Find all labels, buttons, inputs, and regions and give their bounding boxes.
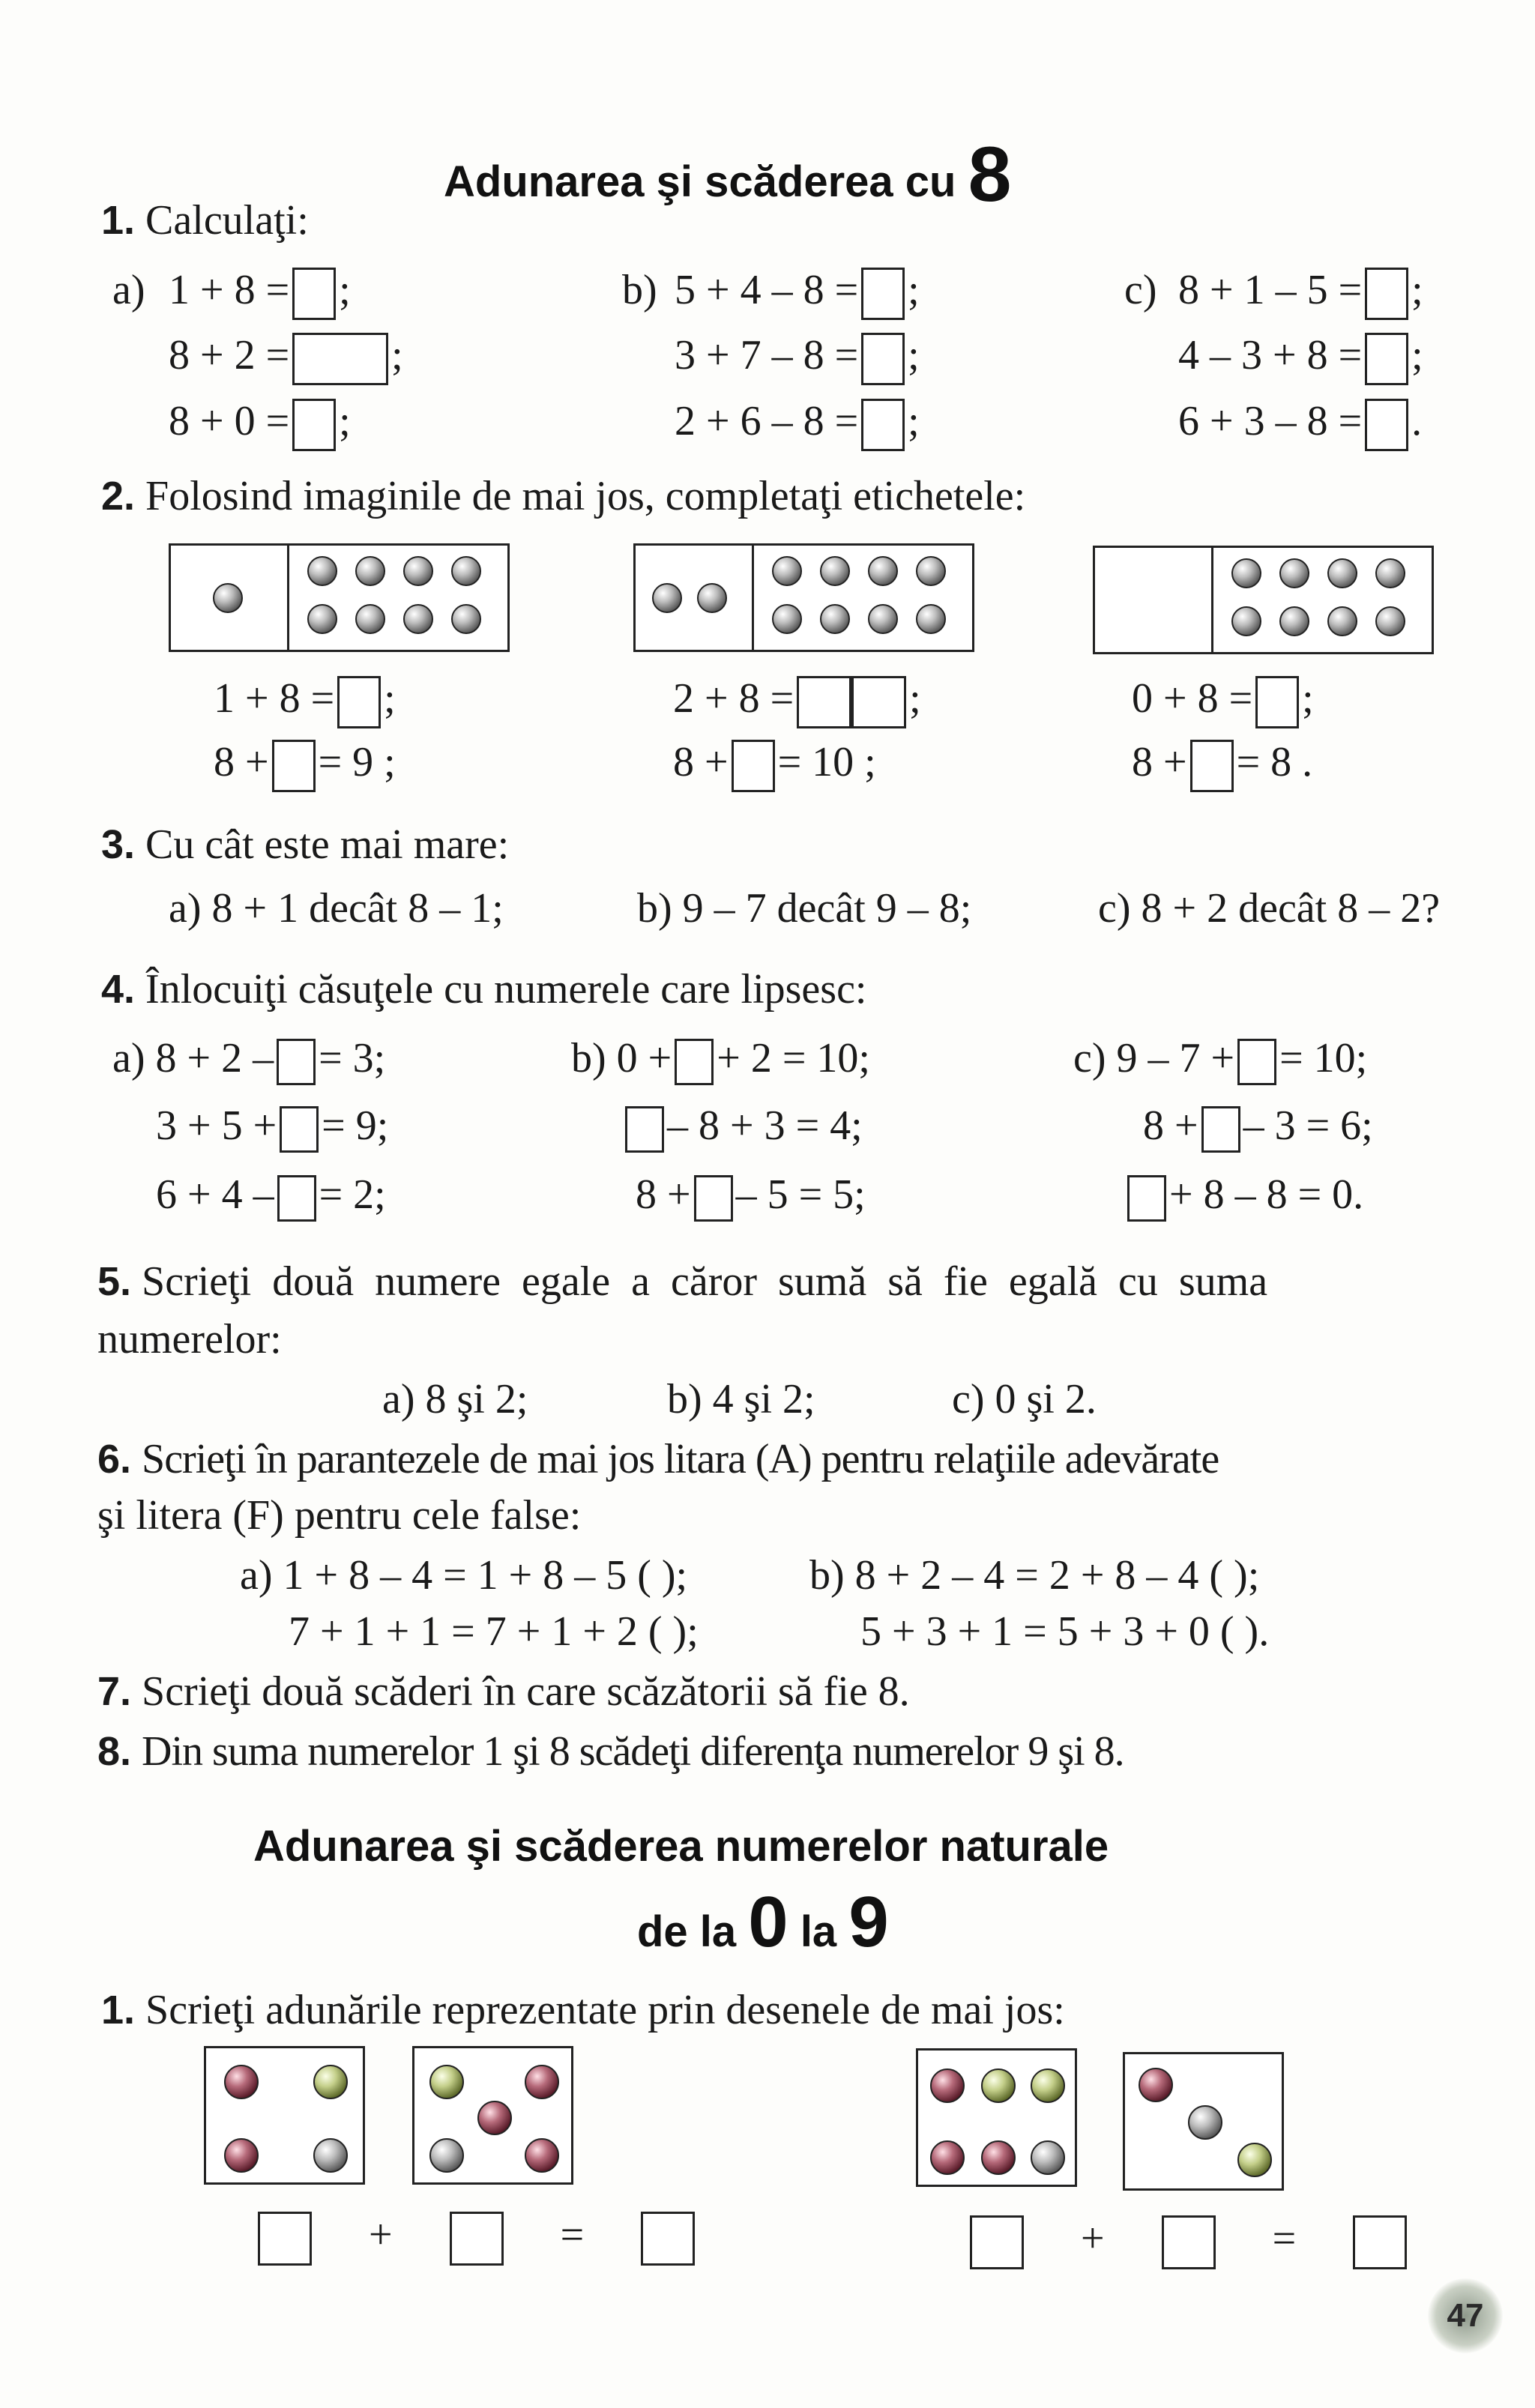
answer-box[interactable] <box>280 1106 319 1153</box>
ex2-g3-line2 <box>1132 738 1312 792</box>
section2-to-number: 9 <box>848 1882 889 1962</box>
ex1-c-row3-expr: 6 + 3 – 8 = <box>1178 398 1363 444</box>
ex9-equation-right <box>967 2215 1410 2269</box>
card-divider <box>752 546 754 650</box>
dot <box>981 2140 1016 2175</box>
card-divider <box>1211 548 1213 652</box>
dot <box>313 2065 348 2099</box>
ex8-text: Din suma numerelor 1 şi 8 scădeţi diferenţa numerelor 9 şi 8. <box>142 1728 1124 1775</box>
dot <box>525 2065 559 2099</box>
ex1-c-row2-end: ; <box>1411 332 1423 378</box>
answer-box[interactable] <box>1190 740 1234 792</box>
card-divider <box>287 546 289 650</box>
ex1-b-row3 <box>675 397 920 451</box>
ex9-number: 1. <box>101 1988 136 2033</box>
section2-title-line1: Adunarea şi scăderea numerelor naturale <box>253 1822 1109 1871</box>
dice-card-1 <box>204 2046 365 2185</box>
ex1-c-row3 <box>1178 397 1422 451</box>
ex2-g1-line2-expr: 8 + <box>214 739 269 785</box>
ex5-number: 5. <box>97 1259 132 1304</box>
ex9-equation-left <box>255 2211 698 2266</box>
dot <box>772 604 802 634</box>
ex1-c-label: c) <box>1124 267 1157 313</box>
answer-box[interactable] <box>861 399 905 451</box>
ex1-b-row1 <box>675 266 920 320</box>
ex2-g1-line1-expr: 1 + 8 = <box>214 675 335 722</box>
answer-box[interactable] <box>1162 2215 1216 2269</box>
ex5-item-a: a) 8 şi 2; <box>382 1376 528 1422</box>
ex5-prompt-line2: numerelor: <box>97 1316 282 1363</box>
ex2-g3-line2-expr: 8 + <box>1132 739 1187 785</box>
answer-box[interactable] <box>797 676 906 728</box>
section-title-number: 8 <box>968 131 1012 218</box>
section-title-text: Adunarea şi scăderea cu <box>444 157 956 206</box>
answer-box[interactable] <box>292 268 336 320</box>
ex1-b-row1-end: ; <box>908 267 920 313</box>
dot <box>772 556 802 586</box>
ex5-prompt-line1: Scrieţi două numere egale a căror sumă să fie egală cu suma <box>142 1258 1268 1305</box>
ex4-heading <box>101 965 867 1013</box>
ex2-heading <box>101 472 1025 520</box>
dot <box>355 556 385 586</box>
ex9-prompt: Scrieţi adunările reprezentate prin desenele de mai jos: <box>145 1987 1065 2033</box>
ex4-a-row3-pre: 6 + 4 – <box>156 1171 274 1218</box>
dice-card-4 <box>1123 2052 1284 2191</box>
dot <box>307 556 337 586</box>
ex1-c-row2-expr: 4 – 3 + 8 = <box>1178 332 1363 378</box>
dot <box>820 556 850 586</box>
dot <box>1231 606 1261 636</box>
ex4-b-row1 <box>571 1034 870 1085</box>
dot <box>1231 558 1261 588</box>
ex1-a-row3 <box>169 397 351 451</box>
ex8-number: 8. <box>97 1729 132 1774</box>
dot <box>224 2138 259 2173</box>
section2-title-line2 <box>637 1881 889 1964</box>
answer-box[interactable] <box>625 1106 664 1153</box>
dot <box>868 556 898 586</box>
ex4-b-row1-pre: b) 0 + <box>571 1035 672 1081</box>
ex2-g3-line1 <box>1132 675 1314 728</box>
ex4-c-row2-pre: 8 + <box>1143 1102 1198 1149</box>
ex6-item-d: 5 + 3 + 1 = 5 + 3 + 0 ( ). <box>860 1608 1270 1655</box>
ex2-g3-line2-end: = 8 . <box>1236 739 1313 785</box>
dot-card-2 <box>633 543 974 652</box>
ex2-g2-line1-expr: 2 + 8 = <box>673 675 794 722</box>
ex9-heading <box>101 1986 1065 2034</box>
ex1-a-row1-expr: 1 + 8 = <box>169 267 290 313</box>
ex1-a-row1 <box>169 266 351 320</box>
answer-box[interactable] <box>277 1039 316 1085</box>
answer-box[interactable] <box>272 740 316 792</box>
ex3-item-a: a) 8 + 1 decât 8 – 1; <box>169 885 504 932</box>
ex5-item-c: c) 0 şi 2. <box>952 1376 1097 1422</box>
dot <box>313 2138 348 2173</box>
ex5-heading <box>97 1258 1267 1306</box>
ex2-g2-line1-end: ; <box>909 675 921 722</box>
dot <box>429 2065 464 2099</box>
dot <box>355 604 385 634</box>
dot <box>820 604 850 634</box>
ex2-g1-line2-end: = 9 ; <box>318 739 396 785</box>
ex1-number: 1. <box>101 198 136 243</box>
dot <box>429 2138 464 2173</box>
ex2-g1-line1-end: ; <box>384 675 396 722</box>
dot <box>451 604 481 634</box>
ex4-a-row1-pre: a) 8 + 2 – <box>112 1035 274 1081</box>
ex2-g1-line1 <box>214 675 396 728</box>
ex2-g2-line1 <box>673 675 921 728</box>
ex3-item-b: b) 9 – 7 decât 9 – 8; <box>637 885 972 932</box>
dot <box>525 2138 559 2173</box>
dot <box>1139 2068 1173 2102</box>
dice-card-2 <box>412 2046 573 2185</box>
ex1-c-row1-expr: 8 + 1 – 5 = <box>1178 267 1363 313</box>
dot <box>930 2140 965 2175</box>
ex4-b-row2-post: – 8 + 3 = 4; <box>667 1102 863 1149</box>
ex1-a-row1-end: ; <box>339 267 351 313</box>
ex4-b-row3-post: – 5 = 5; <box>735 1171 866 1218</box>
answer-box[interactable] <box>1365 333 1408 385</box>
ex4-a-row1 <box>112 1034 385 1085</box>
equals-sign: = <box>560 2212 585 2258</box>
ex7-heading <box>97 1668 910 1716</box>
ex7-number: 7. <box>97 1669 132 1714</box>
ex2-g3-line1-end: ; <box>1302 675 1314 722</box>
ex6-item-c: 7 + 1 + 1 = 7 + 1 + 2 ( ); <box>289 1608 699 1655</box>
dot <box>1031 2068 1065 2103</box>
ex1-heading <box>101 196 309 244</box>
ex6-prompt-line1: Scrieţi în parantezele de mai jos litara (A) pentru relaţiile adevărate <box>142 1436 1219 1482</box>
ex4-b-row3 <box>636 1171 866 1222</box>
answer-box[interactable] <box>641 2212 695 2266</box>
ex1-b-row2-end: ; <box>908 332 920 378</box>
dot <box>403 556 433 586</box>
ex4-a-row3-post: = 2; <box>319 1171 386 1218</box>
answer-box[interactable] <box>1365 268 1408 320</box>
ex6-item-a: a) 1 + 8 – 4 = 1 + 8 – 5 ( ); <box>240 1552 688 1599</box>
dot <box>930 2068 965 2103</box>
plus-sign: + <box>1081 2215 1105 2262</box>
ex4-prompt: Înlocuiţi căsuţele cu numerele care lipsesc: <box>145 966 867 1013</box>
ex7-text: Scrieţi două scăderi în care scăzătorii să fie 8. <box>142 1668 910 1715</box>
dot <box>868 604 898 634</box>
ex6-number: 6. <box>97 1437 132 1482</box>
dot <box>697 583 727 613</box>
dot <box>652 583 682 613</box>
dot <box>1188 2105 1222 2140</box>
answer-box[interactable] <box>337 676 381 728</box>
ex4-c-row2-post: – 3 = 6; <box>1243 1102 1373 1149</box>
ex3-item-c: c) 8 + 2 decât 8 – 2? <box>1098 885 1441 932</box>
answer-box[interactable] <box>1237 1039 1276 1085</box>
dot <box>224 2065 259 2099</box>
ex2-g2-line2-expr: 8 + <box>673 739 729 785</box>
ex6-prompt-line2: şi litera (F) pentru cele false: <box>97 1492 582 1539</box>
ex2-prompt: Folosind imaginile de mai jos, completaţi etichetele: <box>145 473 1026 519</box>
dot <box>916 556 946 586</box>
ex4-b-row2 <box>622 1102 863 1153</box>
answer-box[interactable] <box>277 1175 316 1222</box>
ex4-c-row1 <box>1073 1034 1367 1085</box>
answer-box[interactable] <box>1255 676 1299 728</box>
ex4-c-row3 <box>1124 1171 1363 1222</box>
ex1-b-row1-expr: 5 + 4 – 8 = <box>675 267 859 313</box>
dot <box>477 2101 512 2135</box>
ex1-c-row1-end: ; <box>1411 267 1423 313</box>
section2-de-la: de la <box>637 1907 737 1956</box>
ex1-b-row2-expr: 3 + 7 – 8 = <box>675 332 859 378</box>
dot <box>1375 558 1405 588</box>
ex4-a-row2 <box>156 1102 388 1153</box>
dot <box>1327 558 1357 588</box>
dot <box>451 556 481 586</box>
equals-sign: = <box>1272 2215 1297 2262</box>
ex1-a-row2-end: ; <box>391 332 403 378</box>
ex4-b-row1-post: + 2 = 10; <box>717 1035 870 1081</box>
ex5-item-b: b) 4 şi 2; <box>667 1376 815 1422</box>
ex4-number: 4. <box>101 967 136 1012</box>
ex3-prompt: Cu cât este mai mare: <box>145 821 510 868</box>
answer-box[interactable] <box>1365 399 1408 451</box>
answer-box[interactable] <box>1201 1106 1240 1153</box>
ex1-c-row2 <box>1178 331 1423 385</box>
plus-sign: + <box>369 2212 393 2258</box>
section-title <box>444 126 1012 218</box>
ex2-g1-line2 <box>214 738 396 792</box>
ex4-a-row2-post: = 9; <box>322 1102 389 1149</box>
dot <box>981 2068 1016 2103</box>
ex2-number: 2. <box>101 474 136 519</box>
ex4-a-row1-post: = 3; <box>319 1035 386 1081</box>
ex2-g3-line1-expr: 0 + 8 = <box>1132 675 1253 722</box>
ex3-heading <box>101 821 509 869</box>
answer-box[interactable] <box>258 2212 312 2266</box>
ex4-c-row1-post: = 10; <box>1279 1035 1368 1081</box>
ex1-a-row2 <box>169 331 403 385</box>
ex1-c-row3-end: . <box>1411 398 1423 444</box>
ex2-g2-line2-end: = 10 ; <box>777 739 876 785</box>
ex3-number: 3. <box>101 822 136 867</box>
ex4-c-row2 <box>1143 1102 1373 1153</box>
answer-box[interactable] <box>450 2212 504 2266</box>
ex6-heading <box>97 1435 1219 1483</box>
dot-card-3 <box>1093 546 1434 654</box>
dot <box>307 604 337 634</box>
ex1-b-row3-expr: 2 + 6 – 8 = <box>675 398 859 444</box>
dot-card-1 <box>169 543 510 652</box>
dot <box>1031 2140 1065 2175</box>
ex1-a-row3-expr: 8 + 0 = <box>169 398 290 444</box>
ex4-a-row2-pre: 3 + 5 + <box>156 1102 277 1149</box>
answer-box[interactable] <box>861 268 905 320</box>
answer-box[interactable] <box>292 333 388 385</box>
dot <box>1237 2143 1272 2177</box>
dice-card-3 <box>916 2048 1077 2187</box>
ex1-b-row2 <box>675 331 920 385</box>
answer-box[interactable] <box>675 1039 714 1085</box>
answer-box[interactable] <box>861 333 905 385</box>
dot <box>916 604 946 634</box>
answer-box[interactable] <box>970 2215 1024 2269</box>
ex1-prompt: Calculaţi: <box>145 197 309 244</box>
answer-box[interactable] <box>1127 1175 1166 1222</box>
ex8-heading <box>97 1727 1124 1775</box>
ex4-c-row1-pre: c) 9 – 7 + <box>1073 1035 1235 1081</box>
dot <box>1375 606 1405 636</box>
ex1-b-row3-end: ; <box>908 398 920 444</box>
answer-box[interactable] <box>732 740 775 792</box>
ex1-a-row3-end: ; <box>339 398 351 444</box>
page-number: 47 <box>1428 2278 1503 2353</box>
section2-from-number: 0 <box>748 1882 788 1962</box>
dot <box>1279 558 1309 588</box>
ex2-g2-line2 <box>673 738 876 792</box>
ex1-b-label: b) <box>622 267 657 313</box>
dot <box>1279 606 1309 636</box>
answer-box[interactable] <box>694 1175 733 1222</box>
dot <box>1327 606 1357 636</box>
ex1-a-row2-expr: 8 + 2 = <box>169 332 290 378</box>
ex6-item-b: b) 8 + 2 – 4 = 2 + 8 – 4 ( ); <box>809 1552 1260 1599</box>
ex4-b-row3-pre: 8 + <box>636 1171 691 1218</box>
ex1-a-label: a) <box>112 267 145 313</box>
ex4-a-row3 <box>156 1171 386 1222</box>
answer-box[interactable] <box>292 399 336 451</box>
section2-la: la <box>800 1907 837 1956</box>
dot <box>403 604 433 634</box>
ex4-c-row3-post: + 8 – 8 = 0. <box>1169 1171 1364 1218</box>
dot <box>213 583 243 613</box>
ex1-c-row1 <box>1178 266 1423 320</box>
answer-box[interactable] <box>1353 2215 1407 2269</box>
